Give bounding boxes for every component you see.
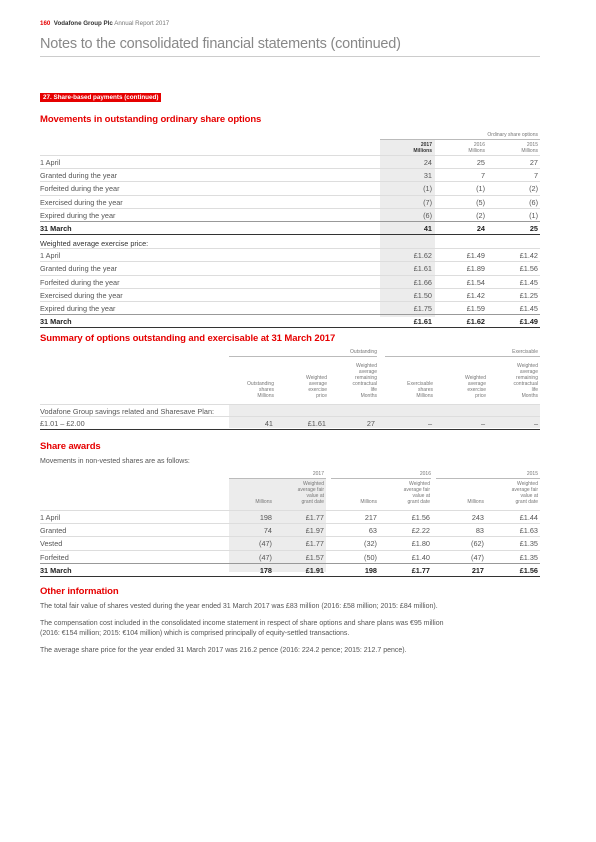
total-row: 31 March 41 24 25 [40,221,540,235]
other-info-paragraph-3: The average share price for the year ended 31 March 2017 was 216.2 pence (2016: 224.2 pence; 2015: 212.7 pence). [40,647,407,654]
summary-col-outstanding-shares: Outstanding shares Millions [247,381,274,399]
movements-heading: Movements in outstanding ordinary share options [40,114,262,125]
table-row: Forfeited during the year £1.66 £1.54 £1.45 [40,275,540,288]
table-row: Exercised during the year £1.50 £1.42 £1.25 [40,288,540,301]
award-col-millions: Millions [467,499,484,505]
table-row: Expired during the year £1.75 £1.59 £1.45 [40,301,540,314]
running-header [40,20,169,27]
summary-col-remaining-life: Weighted average remaining contractual life Months [352,363,377,399]
group-header-rule [380,139,540,140]
unit-2015-header: Millions [521,148,538,154]
title-divider [40,56,540,57]
wap-heading-row: Weighted average exercise price: [40,239,149,249]
award-col-wafv: Weighted average fair value at grant date [403,481,430,505]
table-row: Forfeited (47) £1.57 (50) £1.40 (47) £1.35 [40,550,540,563]
report-name: Annual Report 2017 [114,20,170,27]
other-info-paragraph-2b: (2016: €154 million; 2015: €104 million) which is comprised principally of equity-settled transactions. [40,630,350,637]
unit-2017-header: Millions [413,148,432,154]
table-row: 1 April 198 £1.77 217 £1.56 243 £1.44 [40,510,540,523]
year-2015-header: 2015 [526,142,538,148]
share-awards-table [40,510,540,577]
summary-heading: Summary of options outstanding and exercisable at 31 March 2017 [40,333,336,344]
summary-col-ex-weighted-price: Weighted average exercise price [464,375,486,399]
table-row: Exercised during the year (7) (5) (6) [40,195,540,208]
award-2017-rule [229,478,326,479]
table-row: Vested (47) £1.77 (32) £1.80 (62) £1.35 [40,536,540,549]
award-year-2016: 2016 [419,471,431,477]
year-2017-header: 2017 [420,142,432,148]
total-row: 31 March £1.61 £1.62 £1.49 [40,314,540,328]
table-row: Expired during the year (6) (2) (1) [40,208,540,221]
award-2016-rule [331,478,431,479]
table-row: Granted during the year 31 7 7 [40,168,540,181]
table-row: Granted 74 £1.97 63 £2.22 83 £1.63 [40,523,540,536]
award-col-millions: Millions [255,499,272,505]
summary-plan-row: Vodafone Group savings related and Sharesave Plan: [40,404,540,416]
table-row: Granted during the year £1.61 £1.89 £1.56 [40,261,540,274]
group-header: Ordinary share options [487,132,538,138]
summary-table [40,404,540,430]
note-tag: 27. Share-based payments (continued) [40,93,161,102]
award-2015-rule [436,478,540,479]
page-number: 160 [40,20,51,27]
share-awards-heading: Share awards [40,441,101,452]
award-col-millions: Millions [360,499,377,505]
share-awards-intro: Movements in non-vested shares are as follows: [40,458,190,465]
outstanding-rule [229,356,377,357]
unit-2016-header: Millions [468,148,485,154]
exercisable-rule [385,356,540,357]
summary-col-ex-remaining-life: Weighted average remaining contractual life Months [513,363,538,399]
company-name: Vodafone Group Plc [53,20,113,27]
other-info-heading: Other information [40,586,119,597]
exercisable-header: Exercisable [512,349,538,355]
summary-col-weighted-price: Weighted average exercise price [305,375,327,399]
table-row: Forfeited during the year (1) (1) (2) [40,181,540,194]
outstanding-header: Outstanding [350,349,377,355]
page-title: Notes to the consolidated financial statements (continued) [40,36,401,52]
award-col-wafv: Weighted average fair value at grant date [511,481,538,505]
award-year-2015: 2015 [526,471,538,477]
other-info-paragraph-1: The total fair value of shares vested during the year ended 31 March 2017 was £83 million (2016: £58 million; 2015: £84 million). [40,603,438,610]
summary-col-exercisable-shares: Exercisable shares Millions [407,381,433,399]
year-2016-header: 2016 [473,142,485,148]
summary-band-row: £1.01 – £2.00 41 £1.61 27 – – – [40,416,540,430]
award-col-wafv: Weighted average fair value at grant date [297,481,324,505]
award-year-2017: 2017 [312,471,324,477]
table-row: 1 April £1.62 £1.49 £1.42 [40,248,540,261]
other-info-paragraph-2a: The compensation cost included in the consolidated income statement in respect of share options and share plans was €95 million [40,620,444,627]
table-row: 1 April 24 25 27 [40,155,540,168]
movements-table [40,155,540,328]
total-row: 31 March 178 £1.91 198 £1.77 217 £1.56 [40,563,540,577]
